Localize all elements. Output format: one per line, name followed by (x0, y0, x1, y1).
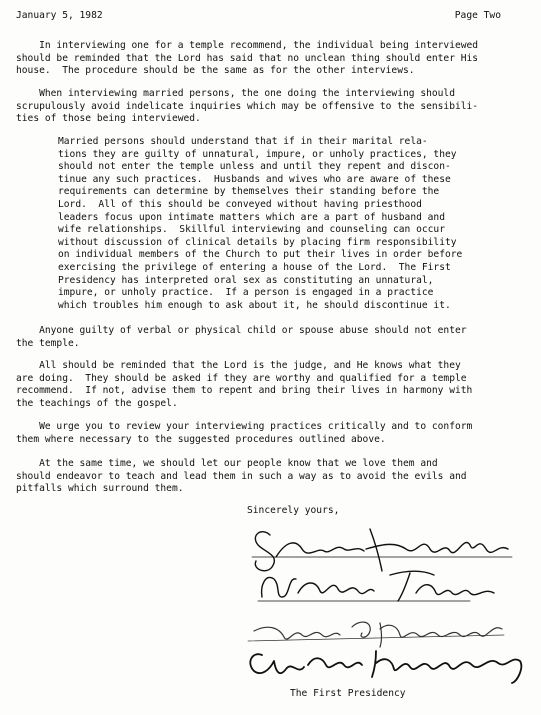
signature-marion-g-romney (248, 622, 504, 647)
paragraph-temple-recommend: In interviewing one for a temple recommend, the individual being interviewed should be reminded that the Lord has said that no unclean thing should enter His house. The procedure should be the same as for the other interviews. (16, 40, 479, 77)
signature-n-eldon-tanner (258, 571, 494, 601)
page-number: Page Two (454, 10, 501, 21)
paragraph-married-persons: When interviewing married persons, the one doing the interviewing should scrupulously avoid indelicate inquiries which may be offensive to the sensibili- ties of those being interviewed. (16, 88, 479, 125)
signature-gordon-b-hinckley (250, 651, 521, 683)
paragraph-marital-relations: Married persons should understand that if in their marital rela- tions they are guilty of unnatural, impure, or unholy practices, they should not enter the temple unless and until they repent and discon- tinue any such practices. Husbands and wives who are aware of these requirements can determine by themselves their standing before the Lord. All of this should be conveyed without having priesthood leaders focus upon intimate matters which are a part of husband and wife relationships. Skillful interviewing and counseling can occur without discussion of clinical details by placing firm responsibility on individual members of the Church to put their lives in order before exercising the privilege of entering a house of the Lord. The First Presidency has interpreted oral sex as constituting an unnatural, impure, or unholy practice. If a person is engaged in a practice which troubles him enough to ask about it, he should discontinue it. (58, 136, 463, 311)
paragraph-abuse: Anyone guilty of verbal or physical child or spouse abuse should not enter the temple. (16, 325, 467, 349)
signature-block-title: The First Presidency (290, 688, 406, 699)
letter-date: January 5, 1982 (16, 10, 103, 21)
signature-spencer-w-kimball (252, 529, 512, 571)
handwritten-signatures (240, 505, 540, 685)
closing-salutation: Sincerely yours, (247, 505, 340, 516)
paragraph-lord-judge: All should be reminded that the Lord is the judge, and He knows what they are doing. They should be asked if they are worthy and qualified for a temple recommend. If not, advise them to repent and bring their lives in harmony with the teachings of the gospel. (16, 360, 473, 409)
signature-area (240, 505, 540, 715)
paragraph-review-practices: We urge you to review your interviewing practices critically and to conform them where necessary to the suggested procedures outlined above. (16, 421, 473, 445)
paragraph-love-them: At the same time, we should let our people know that we love them and should endeavor to teach and lead them in such a way as to avoid the evils and pitfalls which surround them. (16, 458, 467, 495)
